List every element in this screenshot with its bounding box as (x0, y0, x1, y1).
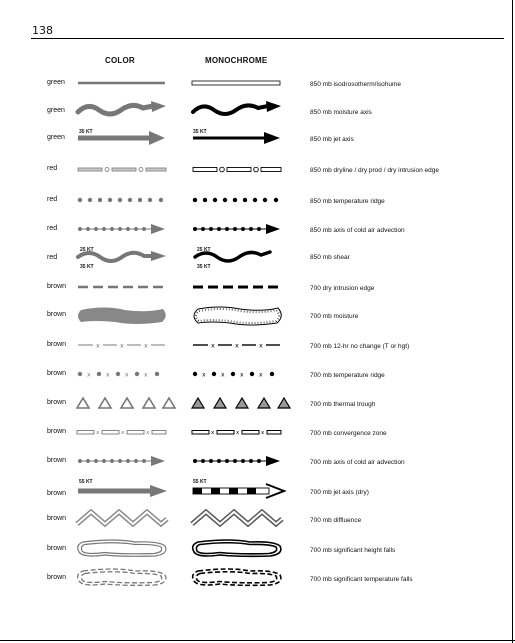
svg-text:x: x (202, 371, 206, 379)
row-color-label: brown (47, 515, 67, 522)
row-description: 700 mb axis of cold air advection (310, 459, 405, 466)
row-color-label: brown (47, 428, 67, 435)
mono-dryline-symbol (190, 160, 285, 188)
legend-row-700-diffluence (0, 510, 515, 538)
shear-lower-speed-label: 35 KT (197, 264, 211, 270)
row-description: 850 mb axis of cold air advection (310, 227, 405, 234)
svg-text:x: x (259, 341, 263, 350)
legend-row-700-thermal-trough (0, 394, 515, 422)
row-color-label: brown (47, 574, 67, 581)
row-color-label: brown (47, 545, 67, 552)
row-description: 700 mb temperature ridge (310, 372, 385, 379)
mono-dashed-line-symbol (190, 278, 285, 306)
row-description: 850 mb moisture axis (310, 109, 372, 116)
jet-speed-label: 35 KT (193, 129, 207, 135)
color-triangle-row-symbol (75, 394, 170, 422)
svg-text:x: x (87, 371, 91, 379)
legend-row-850-isodrosotherm (0, 74, 515, 102)
row-description: 700 dry intrusion edge (310, 285, 375, 292)
mono-dashed-double-contour-symbol (190, 569, 285, 597)
color-double-contour-symbol (75, 540, 170, 568)
color-moisture-area-symbol (75, 306, 170, 334)
row-description: 700 mb 12-hr no change (T or hgt) (310, 343, 410, 350)
color-solid-line-symbol (75, 74, 170, 102)
svg-text:x: x (146, 430, 150, 436)
color-dry-jet-arrow-symbol (75, 482, 170, 510)
legend-row-700-cold-air-advection (0, 452, 515, 480)
legend-row-700-moisture (0, 306, 515, 334)
svg-text:x: x (106, 371, 110, 379)
svg-text:x: x (125, 371, 129, 379)
svg-text:x: x (235, 341, 239, 350)
row-color-label: red (47, 165, 58, 172)
row-description: 850 mb dryline / dry prod / dry intrusion edge (310, 167, 439, 174)
row-description: 700 mb convergence zone (310, 430, 387, 437)
monochrome-column-header: MONOCHROME (205, 56, 268, 65)
svg-text:x: x (236, 430, 240, 436)
svg-text:x: x (96, 430, 100, 436)
svg-text:x: x (121, 430, 125, 436)
svg-text:x: x (211, 341, 215, 350)
jet-speed-label: 35 KT (79, 129, 93, 135)
mono-dot-x-line-symbol (190, 365, 285, 393)
svg-text:x: x (259, 371, 263, 379)
svg-text:x: x (261, 430, 265, 436)
row-color-label: green (47, 79, 65, 86)
svg-text:x: x (144, 371, 148, 379)
mono-wavy-arrow-symbol (190, 102, 285, 130)
row-color-label: green (47, 107, 65, 114)
color-jet-arrow-symbol (75, 129, 170, 157)
color-box-x-line-symbol (75, 423, 170, 451)
legend-row-850-moisture-axis (0, 102, 515, 130)
row-description: 850 mb temperature ridge (310, 198, 385, 205)
row-description: 850 mb jet axis (310, 136, 354, 143)
svg-text:x: x (144, 341, 148, 350)
color-dashed-double-contour-symbol (75, 569, 170, 597)
row-color-label: brown (47, 457, 67, 464)
mono-double-contour-symbol (190, 540, 285, 568)
row-description: 850 mb shear (310, 254, 350, 261)
svg-text:x: x (96, 341, 100, 350)
page-border-bottom (0, 640, 515, 641)
legend-row-700-no-change (0, 336, 515, 364)
row-description: 700 mb jet axis (dry) (310, 489, 369, 496)
legend-row-700-convergence-zone (0, 423, 515, 451)
color-x-line-symbol (75, 336, 170, 364)
legend-row-850-dryline (0, 160, 515, 188)
row-color-label: brown (47, 311, 67, 318)
row-color-label: red (47, 196, 58, 203)
color-shear-symbol (75, 247, 170, 275)
color-dashed-line-symbol (75, 278, 170, 306)
color-column-header: COLOR (105, 56, 135, 65)
color-dotted-arrow-symbol (75, 220, 170, 248)
row-color-label: brown (47, 283, 67, 290)
mono-moisture-area-symbol (190, 306, 285, 334)
jet-speed-label: 55 KT (193, 479, 207, 485)
row-color-label: red (47, 254, 58, 261)
mono-dotted-arrow-symbol (190, 452, 285, 480)
legend-row-850-shear (0, 247, 515, 275)
row-description: 700 mb diffluence (310, 517, 362, 524)
legend-row-700-height-falls (0, 540, 515, 568)
svg-text:x: x (211, 430, 215, 436)
row-description: 700 mb significant temperature falls (310, 576, 413, 583)
row-color-label: red (47, 225, 58, 232)
mono-zigzag-symbol (190, 510, 285, 538)
svg-text:x: x (221, 371, 225, 379)
mono-double-line-symbol (190, 74, 285, 102)
mono-dotted-arrow-symbol (190, 220, 285, 248)
mono-triangle-row-symbol (190, 394, 285, 422)
row-color-label: brown (47, 490, 67, 497)
shear-upper-speed-label: 25 KT (80, 247, 94, 253)
svg-text:x: x (120, 341, 124, 350)
color-zigzag-symbol (75, 510, 170, 538)
row-color-label: green (47, 134, 65, 141)
jet-speed-label: 55 KT (79, 479, 93, 485)
mono-jet-arrow-symbol (190, 129, 285, 157)
header-rule (31, 38, 504, 39)
color-dot-x-line-symbol (75, 365, 170, 393)
legend-row-850-jet-axis (0, 129, 515, 157)
legend-row-850-cold-air-advection (0, 220, 515, 248)
mono-shear-symbol (190, 247, 285, 275)
legend-row-700-temperature-ridge (0, 365, 515, 393)
mono-dotted-line-symbol (190, 191, 285, 219)
legend-row-700-jet-axis-dry (0, 479, 515, 510)
mono-dry-jet-arrow-symbol (190, 482, 285, 510)
row-description: 700 mb thermal trough (310, 401, 376, 408)
color-dryline-symbol (75, 160, 170, 188)
legend-row-700-dry-intrusion-edge (0, 278, 515, 306)
legend-row-850-temperature-ridge (0, 191, 515, 219)
row-description: 850 mb isodrosotherm/isohume (310, 81, 402, 88)
row-color-label: brown (47, 341, 67, 348)
row-color-label: brown (47, 399, 67, 406)
shear-upper-speed-label: 25 KT (197, 247, 211, 253)
mono-box-x-line-symbol (190, 423, 285, 451)
legend-row-700-temperature-falls (0, 569, 515, 597)
row-color-label: brown (47, 370, 67, 377)
color-dotted-line-symbol (75, 191, 170, 219)
color-wavy-arrow-symbol (75, 102, 170, 130)
mono-x-line-symbol (190, 336, 285, 364)
page-number: 138 (32, 24, 53, 37)
row-description: 700 mb significant height falls (310, 547, 396, 554)
color-dotted-arrow-symbol (75, 452, 170, 480)
row-description: 700 mb moisture (310, 313, 359, 320)
svg-text:x: x (240, 371, 244, 379)
shear-lower-speed-label: 35 KT (80, 264, 94, 270)
